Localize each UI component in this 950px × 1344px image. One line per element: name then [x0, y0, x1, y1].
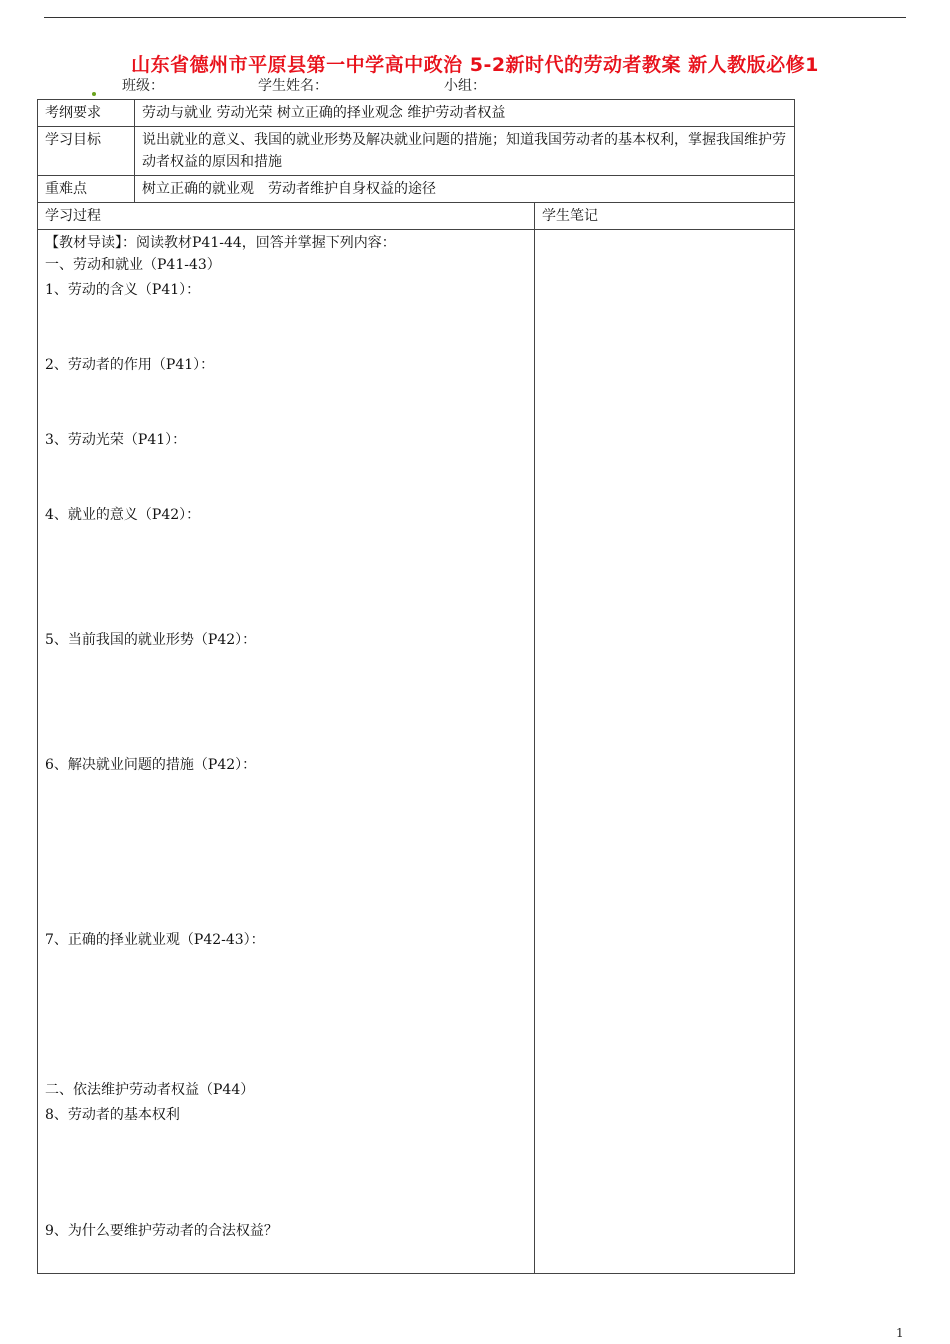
group-label: 小组：	[444, 78, 486, 94]
question-4: 4、就业的意义（P42）：	[45, 507, 201, 523]
question-5: 5、当前我国的就业形势（P42）：	[45, 632, 257, 648]
header-rule	[44, 17, 906, 18]
document-title: 山东省德州市平原县第一中学高中政治 5-2新时代的劳动者教案 新人教版必修1	[131, 54, 819, 76]
keypoints-row	[38, 176, 795, 203]
process-header-row	[38, 203, 795, 230]
class-label: 班级：	[122, 78, 164, 94]
notes-label: 学生笔记	[535, 203, 795, 230]
page-number: 1	[896, 1326, 904, 1340]
bullet-dot	[92, 92, 96, 96]
student-notes-area	[535, 230, 795, 1274]
question-6: 6、解决就业问题的措施（P42）：	[45, 757, 257, 773]
objectives-label: 学习目标	[38, 127, 135, 176]
student-name-label: 学生姓名：	[258, 78, 328, 94]
question-8: 8、劳动者的基本权利	[45, 1107, 180, 1123]
keypoints-text: 树立正确的就业观 劳动者维护自身权益的途径	[135, 176, 795, 203]
objectives-row	[38, 127, 795, 176]
process-body-row	[38, 230, 795, 1274]
guide-instruction: 【教材导读】：阅读教材P41-44，回答并掌握下列内容：	[45, 235, 396, 251]
question-3: 3、劳动光荣（P41）：	[45, 432, 187, 448]
question-1: 1、劳动的含义（P41）：	[45, 282, 201, 298]
objectives-text: 说出就业的意义、我国的就业形势及解决就业问题的措施；知道我国劳动者的基本权利，掌握我国维护劳动者权益的原因和措施	[135, 127, 795, 176]
question-2: 2、劳动者的作用（P41）：	[45, 357, 215, 373]
process-content	[38, 230, 535, 1274]
section-heading-labor-rights: 二、依法维护劳动者权益（P44）	[45, 1082, 255, 1098]
keypoints-label: 重难点	[38, 176, 135, 203]
process-label: 学习过程	[38, 203, 535, 230]
requirements-text: 劳动与就业 劳动光荣 树立正确的择业观念 维护劳动者权益	[135, 100, 795, 127]
lesson-plan-table	[37, 99, 795, 1274]
requirements-row	[38, 100, 795, 127]
section-heading-labor-employment: 一、劳动和就业（P41-43）	[45, 257, 221, 273]
question-7: 7、正确的择业就业观（P42-43）：	[45, 932, 265, 948]
requirements-label: 考纲要求	[38, 100, 135, 127]
question-9: 9、为什么要维护劳动者的合法权益？	[45, 1223, 278, 1239]
